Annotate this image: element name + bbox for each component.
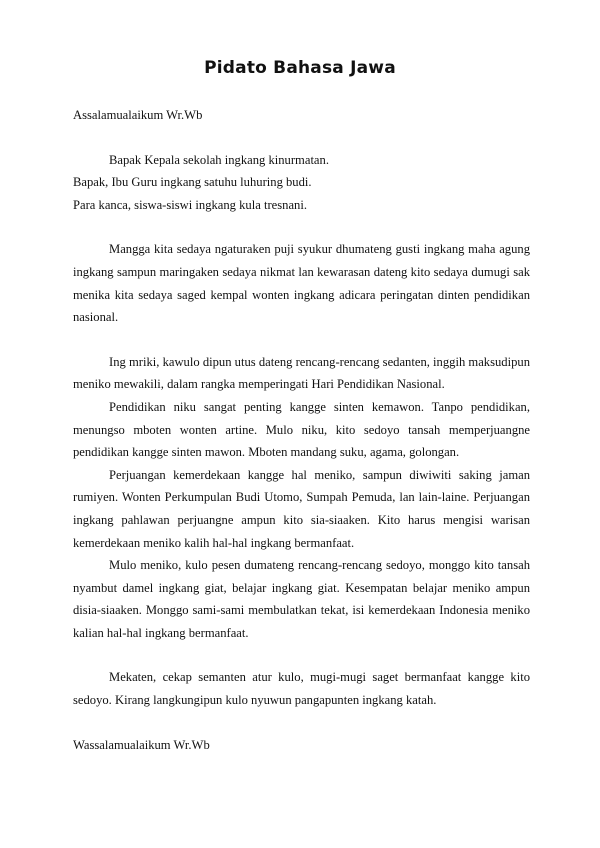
document-title: Pidato Bahasa Jawa bbox=[204, 58, 396, 78]
paragraph-education: Pendidikan niku sangat penting kangge sinten kemawon. Tanpo pendidikan, menungso mboten wonten artine. Mulo niku, kito sedoyo tansah memperjuangne pendidikan kangge sinten mawon. Mboten mandang suku, agama, golongan. bbox=[73, 399, 530, 460]
greetings-block bbox=[73, 149, 530, 217]
greeting-line: Bapak, Ibu Guru ingkang satuhu luhuring budi. bbox=[73, 175, 312, 190]
greeting-line: Para kanca, siswa-siswi ingkang kula tresnani. bbox=[73, 197, 307, 212]
paragraph-message: Mulo meniko, kulo pesen dumateng rencang-rencang sedoyo, monggo kito tansah nyambut damel ingkang giat, belajar ingkang giat. Kesempatan belajar meniko ampun disia-siaaken. Monggo sami-sami membulatkan tekat, isi kemerdekaan Indonesia meniko kalian hal-hal ingkang bermanfaat. bbox=[73, 558, 530, 640]
spacer bbox=[73, 329, 530, 351]
spacer bbox=[73, 712, 530, 734]
spacer bbox=[73, 216, 530, 238]
paragraph-gratitude: Mangga kita sedaya ngaturaken puji syukur dhumateng gusti ingkang maha agung ingkang sampun maringaken sedaya nikmat lan kewarasan dateng kito sedaya dumugi sak menika kita sedaya saged kempal wonten ingkang adicara peringatan dinten pendidikan nasional. bbox=[73, 242, 530, 325]
greeting-line: Bapak Kepala sekolah ingkang kinurmatan. bbox=[109, 152, 329, 167]
document-body bbox=[73, 104, 530, 756]
opening-salutation: Assalamualaikum Wr.Wb bbox=[73, 108, 203, 122]
spacer bbox=[73, 127, 530, 149]
spacer bbox=[73, 644, 530, 666]
paragraph-introduction: Ing mriki, kawulo dipun utus dateng rencang-rencang sedanten, inggih maksudipun meniko mewakili, dalam rangka memperingati Hari Pendidikan Nasional. bbox=[73, 354, 530, 392]
closing-salutation: Wassalamualaikum Wr.Wb bbox=[73, 737, 210, 752]
paragraph-conclusion: Mekaten, cekap semanten atur kulo, mugi-mugi saget bermanfaat kangge kito sedoyo. Kirang langkungipun kulo nyuwun pangapunten ingkang katah. bbox=[73, 670, 530, 708]
paragraph-struggle: Perjuangan kemerdekaan kangge hal meniko, sampun diwiwiti saking jaman rumiyen. Wonten Perkumpulan Budi Utomo, Sumpah Pemuda, lan lain-laine. Perjuangan ingkang pahlawan perjuangne ampun kito sia-siaaken. Kito harus mengisi warisan kemerdekaan meniko kalih hal-hal ingkang bermanfaat. bbox=[73, 467, 530, 550]
